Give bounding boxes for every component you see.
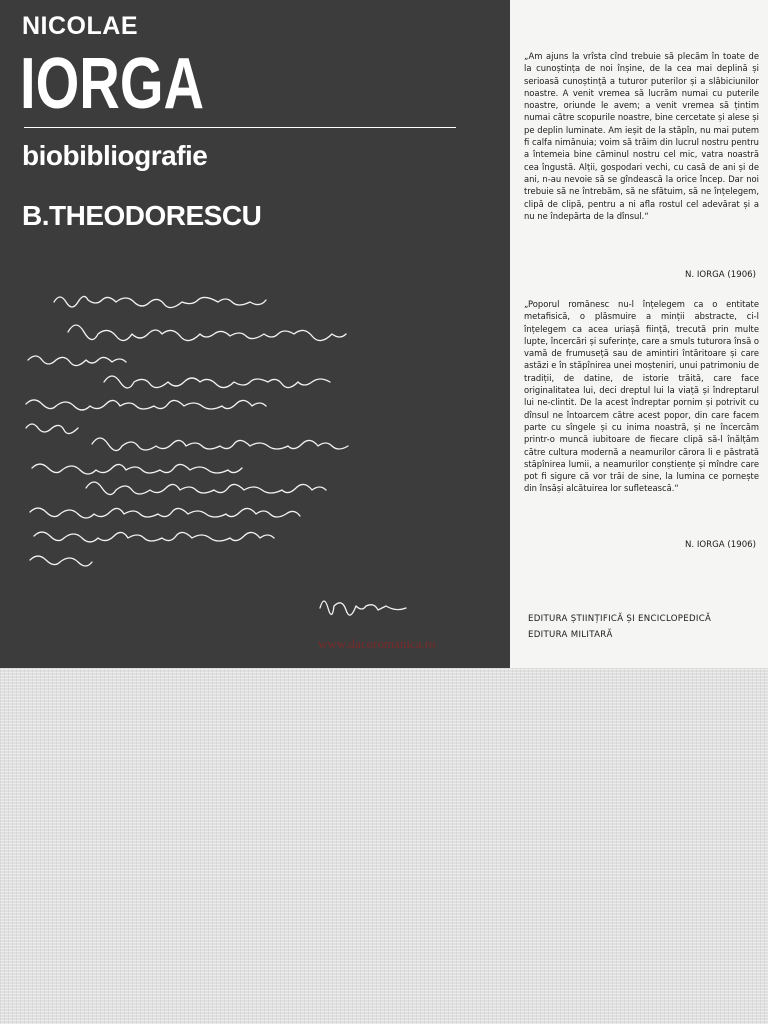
compiler-name: B.THEODORESCU <box>22 200 262 231</box>
watermark-text: www.dacoromanica.ro <box>318 636 436 651</box>
publisher-name: EDITURA MILITARĂ <box>528 630 613 640</box>
book-subtitle: biobibliografie <box>22 140 208 171</box>
cloth-background <box>0 668 768 1024</box>
quote-signature: N. IORGA (1906) <box>684 270 756 280</box>
author-last-name: IORGA <box>20 44 205 124</box>
quote-paragraph: „Am ajuns la vrîsta cînd trebuie să plecăm în toate de la cunoștința de noi înșine, de la cea mai deplină și serioasă cunoștință a tuturor puterilor și a slăbiciunilor noastre. A venit vremea să lucrăm numai cu puterile noastre, oriunde le avem; a venit vremea să țintim numai către scopurile noastre, bine cercetate și alese și pe deplin luminate. Am ieșit de la stăpîn, nu mai putem fi calfa nimănuia; voim să trăim din lucrul nostru pentru a întemeia bine căminul nostru cel mic, vatra noastră cea îngustă. Alții, gospodari vechi, cu casă de ani și de ani, n-au nevoie să se gîndească la orice încep. Dar noi trebuie să ne întrebăm, să ne sfătuim, să ne înțelegem, clipă de clipă, pentru a ni afla rostul cel adevărat și a nu ne îndepărta de la dînsul.“ <box>524 51 759 221</box>
quote-paragraph: „Poporul romănesc nu-l înțelegem ca o entitate metafisică, o plăsmuire a minții abstracte, ci-l înțelegem ca acea uriașă ființă, trecută prin multe lupte, încercări și suferințe, care a smuls tuturora însă o vamă de frumuseță sau de amintiri întăritoare și care astăzi e în stăpînirea unei moșteniri, unui patrimoniu de tradiții, de datine, de istorie trăită, care face originalitatea lui, deci dreptul lui la viață și îndreptarul lui ne-clintit. De la acest îndreptar pornim și potrivit cu dînsul ne întoarcem către acest popor, din care facem parte cu sîngele și cu inima noastră, și ne încercăm printr-o muncă iubitoare de fiecare clipă să-l înălțăm către cultura modernă a neamurilor cărora li e păstrată stăpînirea lumii, a neamurilor conștiențe și mîndre care pot fi sigure că vor trăi de sine, la lumina ce pornește din însăși alcătuirea lor sufletească.“ <box>524 299 760 494</box>
author-first-name: NICOLAE <box>22 12 138 40</box>
publisher-name: EDITURA ȘTIINȚIFICĂ ȘI ENCICLOPEDICĂ <box>528 614 712 624</box>
handwritten-manuscript-image <box>20 280 490 650</box>
title-divider <box>24 127 456 128</box>
back-flap <box>510 0 768 668</box>
quote-signature: N. IORGA (1906) <box>684 540 756 550</box>
book-cover <box>0 0 510 668</box>
